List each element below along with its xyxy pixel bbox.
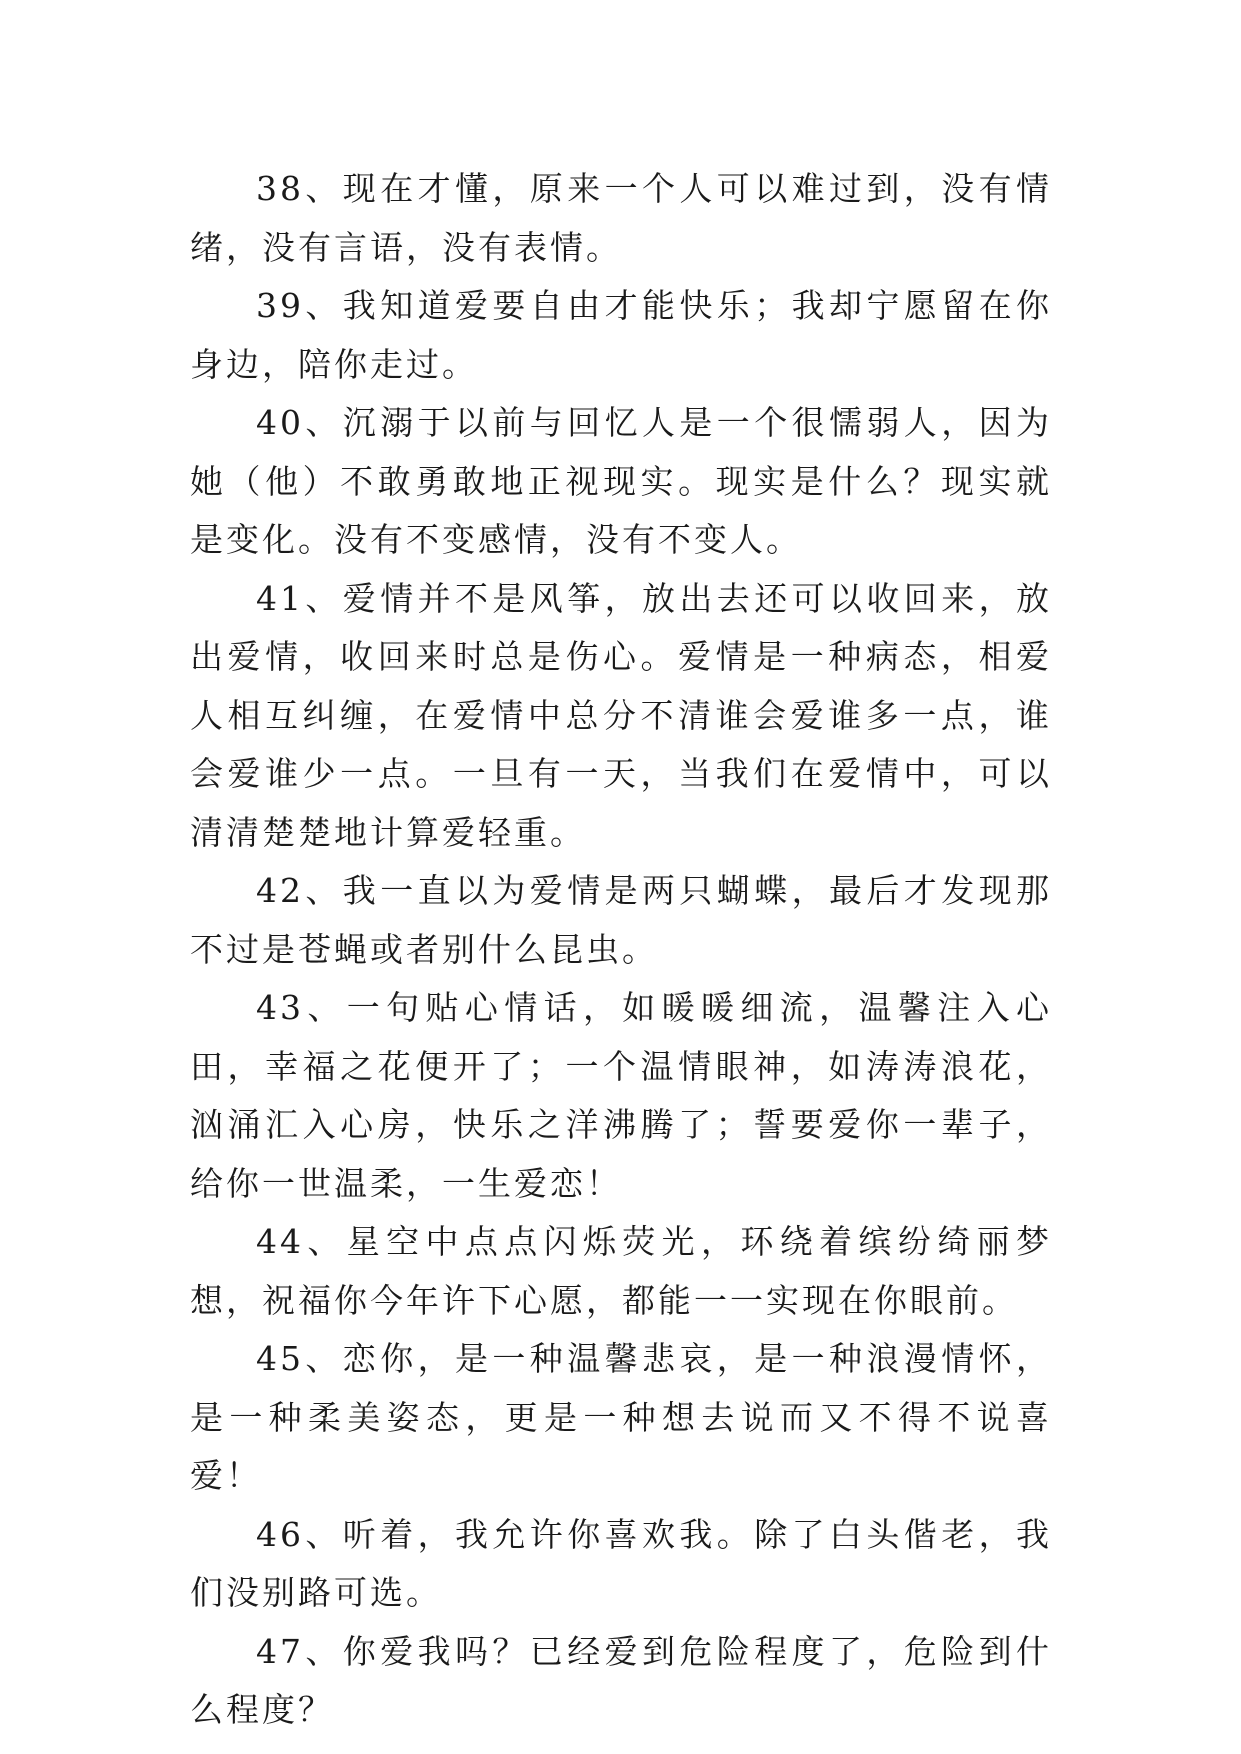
paragraph-47: 47、你爱我吗？已经爱到危险程度了，危险到什么程度？ xyxy=(190,1631,1052,1729)
paragraph-42: 42、我一直以为爱情是两只蝴蝶，最后才发现那不过是苍蝇或者别什么昆虫。 xyxy=(190,871,1052,969)
paragraph-38: 38、现在才懂，原来一个人可以难过到，没有情绪，没有言语，没有表情。 xyxy=(190,169,1052,267)
paragraph-41: 41、爱情并不是风筝，放出去还可以收回来，放出爱情，收回来时总是伤心。爱情是一种病态，相爱人相互纠缠，在爱情中总分不清谁会爱谁多一点，谁会爱谁少一点。一旦有一天，当我们在爱情中，可以清清楚楚地计算爱轻重。 xyxy=(190,578,1052,852)
paragraph-46: 46、听着，我允许你喜欢我。除了白头偕老，我们没别路可选。 xyxy=(190,1514,1052,1612)
paragraph-45: 45、恋你，是一种温馨悲哀，是一种浪漫情怀，是一种柔美姿态，更是一种想去说而又不得不说喜爱！ xyxy=(190,1339,1052,1495)
paragraph-44: 44、星空中点点闪烁荧光，环绕着缤纷绮丽梦想，祝福你今年许下心愿，都能一一实现在你眼前。 xyxy=(190,1222,1052,1320)
paragraph-39: 39、我知道爱要自由才能快乐；我却宁愿留在你身边，陪你走过。 xyxy=(190,286,1052,384)
paragraph-43: 43、一句贴心情话，如暖暖细流，温馨注入心田，幸福之花便开了；一个温情眼神，如涛涛浪花，汹涌汇入心房，快乐之洋沸腾了；誓要爱你一辈子，给你一世温柔，一生爱恋！ xyxy=(190,988,1052,1203)
paragraph-40: 40、沉溺于以前与回忆人是一个很懦弱人，因为她（他）不敢勇敢地正视现实。现实是什么？现实就是变化。没有不变感情，没有不变人。 xyxy=(190,403,1052,559)
document-body xyxy=(190,160,1052,1740)
